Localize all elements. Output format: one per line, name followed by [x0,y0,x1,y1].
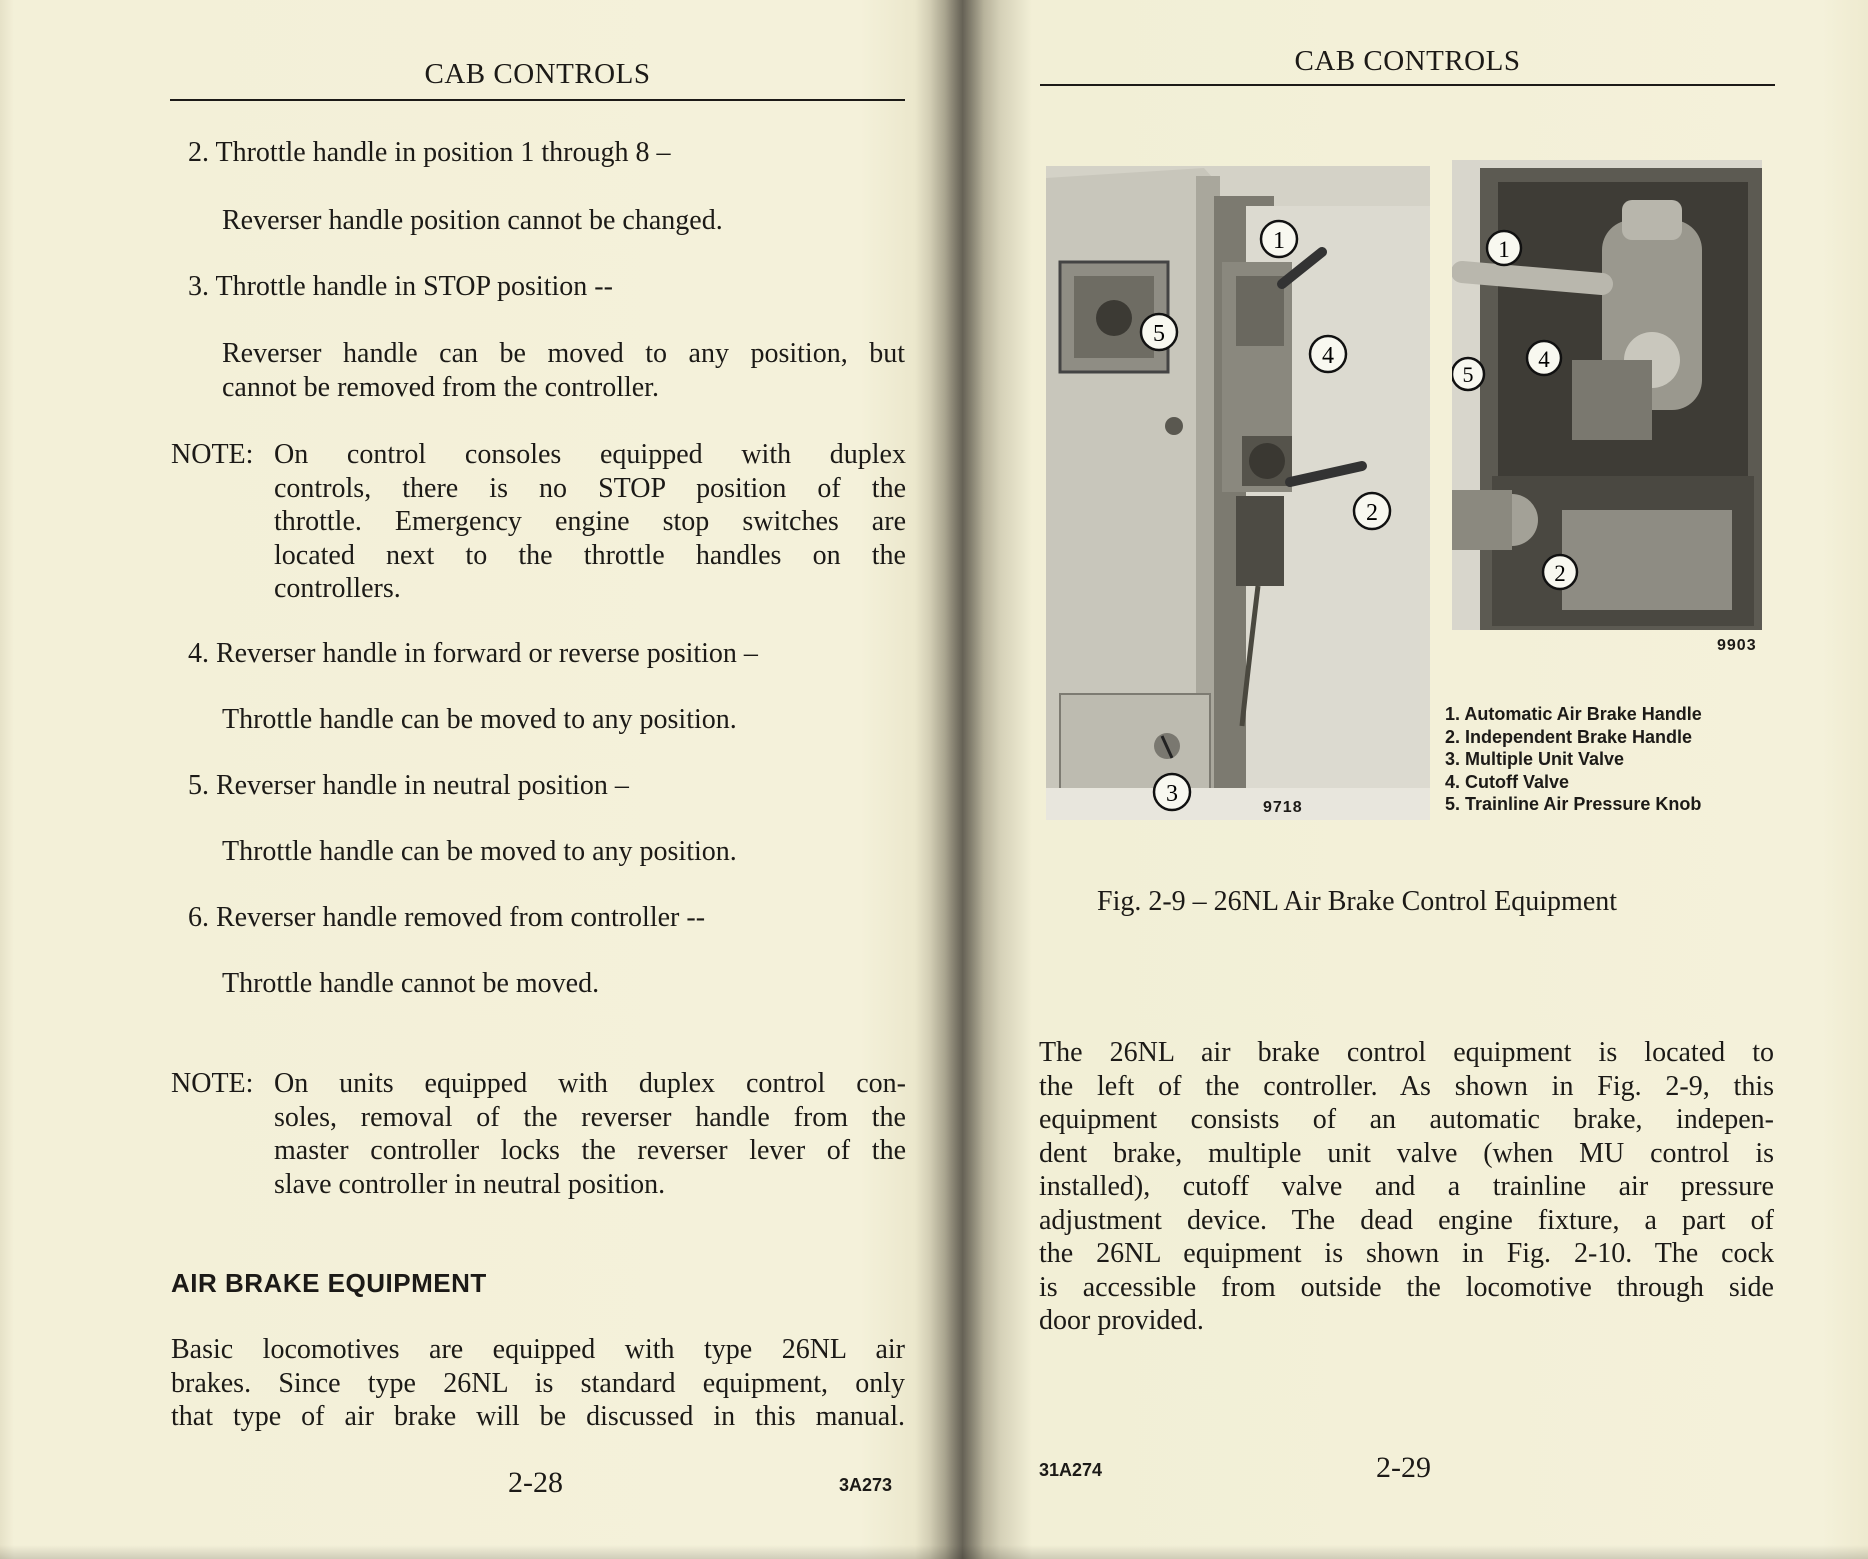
legend-item: 3. Multiple Unit Valve [1445,749,1625,769]
header-rule-right [1040,84,1775,86]
note-line: slave controller in neutral position. [274,1168,666,1200]
note-line: master controller locks the reverser lever of the [274,1135,906,1166]
note-duplex-controls [171,438,906,608]
paragraph-line: dent brake, multiple unit valve (when MU control is [1039,1137,1774,1169]
item-4-detail: Throttle handle can be moved to any position. [222,704,737,735]
page-number-right: 2-29 [1376,1451,1431,1484]
paragraph-line: the left of the controller. As shown in Fig. 2-9, this [1039,1070,1774,1102]
callout-4 [1310,336,1346,372]
document-code-left: 3A273 [839,1475,893,1495]
note-line: located next to the throttle handles on the [274,539,906,571]
note-line: throttle. Emergency engine stop switches are [274,506,906,537]
svg-text:5: 5 [1153,321,1165,347]
item-6-detail: Throttle handle cannot be moved. [222,968,600,999]
note-text [274,438,906,606]
document-code-right: 31A274 [1039,1460,1103,1480]
item-6-heading: 6. Reverser handle removed from controller -- [188,902,706,933]
callout-5 [1141,314,1177,350]
paragraph-line: adjustment device. The dead engine fixture, a part of [1039,1204,1774,1236]
callout-2 [1543,555,1577,589]
paragraph-line: is accessible from outside the locomotive through side [1039,1271,1774,1303]
photo-number-right: 9903 [1717,637,1757,654]
callout-2 [1354,493,1390,529]
callout-4 [1527,341,1561,375]
svg-text:1: 1 [1498,237,1510,262]
note-text [274,1067,906,1201]
item-4-heading: 4. Reverser handle in forward or reverse position – [188,638,758,669]
svg-text:3: 3 [1166,781,1178,807]
note-line: soles, removal of the reverser handle from the [274,1101,906,1133]
item-2-detail: Reverser handle position cannot be changed. [222,205,723,236]
section-heading: AIR BRAKE EQUIPMENT [171,1268,487,1298]
paragraph-line: installed), cutoff valve and a trainline air pressure [1039,1171,1774,1202]
legend-item: 2. Independent Brake Handle [1445,726,1693,747]
svg-text:5: 5 [1462,362,1474,387]
page-bottom-edge [0,1545,1868,1559]
note-label: NOTE: [171,439,254,470]
brake-valve-image [1452,160,1762,630]
item-5-detail: Throttle handle can be moved to any position. [222,836,737,867]
svg-text:2: 2 [1366,500,1378,526]
svg-text:4: 4 [1538,347,1550,372]
air-brake-description-paragraph [1039,1036,1774,1338]
running-head-right: CAB CONTROLS [1294,45,1521,77]
photo-brake-valve [1452,160,1762,630]
paragraph-line: the 26NL equipment is shown in Fig. 2-10. The cock [1039,1238,1774,1269]
figure-caption: Fig. 2-9 – 26NL Air Brake Control Equipment [1097,886,1618,917]
note-line: controllers. [274,573,401,604]
paragraph-line: equipment consists of an automatic brake, indepen- [1039,1104,1774,1135]
legend-item: 4. Cutoff Valve [1445,771,1570,792]
figure-legend [1445,703,1702,816]
header-rule-left [170,99,905,101]
callout-1 [1487,231,1521,265]
note-label: NOTE: [171,1068,254,1099]
note-line: controls, there is no STOP position of the [274,472,906,504]
note-line: On control consoles equipped with duplex [274,439,906,470]
item-5-heading: 5. Reverser handle in neutral position – [188,770,629,801]
paragraph-line: that type of air brake will be discussed in this manual. [171,1401,905,1432]
page-number-left: 2-28 [508,1466,563,1499]
svg-text:4: 4 [1322,343,1334,369]
item-2-heading: 2. Throttle handle in position 1 through 8 – [188,137,671,168]
note-line: On units equipped with duplex control con- [274,1068,906,1099]
svg-text:2: 2 [1554,561,1566,586]
air-brake-paragraph [171,1333,905,1434]
book-gutter [930,0,1000,1559]
legend-item: 1. Automatic Air Brake Handle [1445,704,1702,724]
paragraph-line: door provided. [1039,1305,1204,1336]
control-stand-image [1046,166,1430,820]
callout-5 [1452,358,1484,390]
svg-text:1: 1 [1273,228,1285,254]
item-3-detail-line-2: cannot be removed from the controller. [222,372,659,403]
running-head-left: CAB CONTROLS [424,58,651,90]
paragraph-line: The 26NL air brake control equipment is located to [1039,1037,1774,1068]
callout-1 [1261,221,1297,257]
photo-control-stand [1046,166,1430,820]
legend-item: 5. Trainline Air Pressure Knob [1445,794,1702,814]
item-3-heading: 3. Throttle handle in STOP position -- [188,271,613,302]
photo-number-left: 9718 [1263,799,1303,816]
paragraph-line: brakes. Since type 26NL is standard equipment, only [171,1367,905,1399]
callout-3 [1154,774,1190,810]
note-reverser-handle [171,1067,906,1207]
paragraph-line: Basic locomotives are equipped with type 26NL air [171,1334,905,1365]
item-3-detail-line-1: Reverser handle can be moved to any position, but [222,338,905,369]
